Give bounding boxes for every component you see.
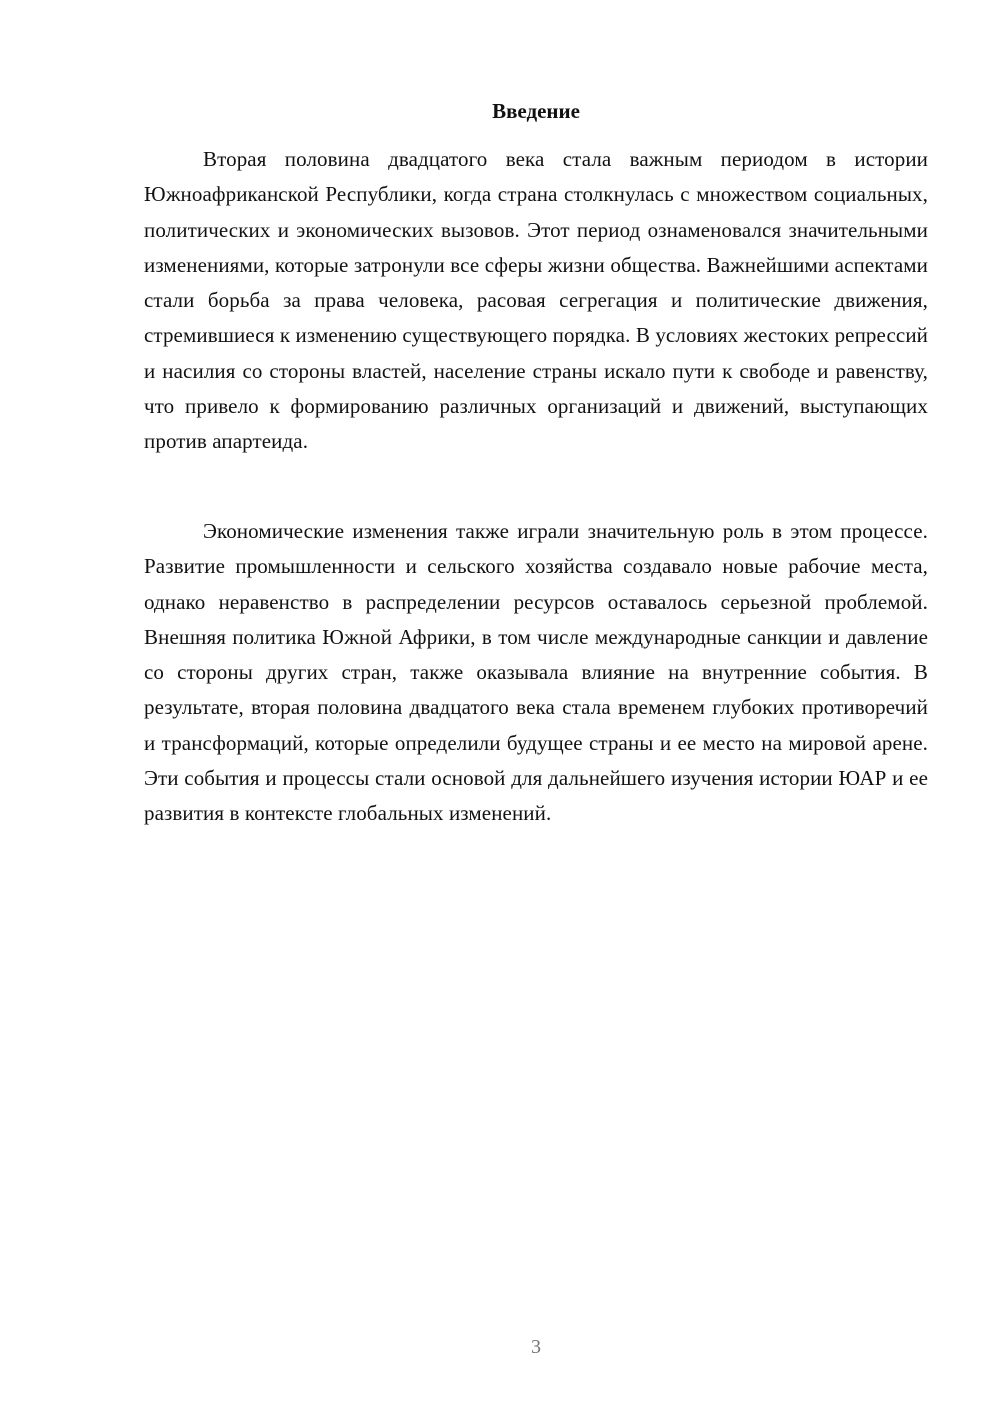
paragraph-1: Вторая половина двадцатого века стала важным периодом в истории Южноафриканской Республики, когда страна столкнулась с множеством социальных, политических и экономических вызовов. Этот период ознаменовался значительными изменениями, которые затронули все сферы жизни общества. Важнейшими аспектами стали борьба за права человека, расовая сегрегация и политические движения, стремившиеся к изменению существующего порядка. В условиях жестоких репрессий и насилия со стороны властей, население страны искало пути к свободе и равенству, что привело к формированию различных организаций и движений, выступающих против апартеида. xyxy=(144,147,928,454)
page-number: 3 xyxy=(531,1336,541,1358)
paragraph-2: Экономические изменения также играли значительную роль в этом процессе. Развитие промышленности и сельского хозяйства создавало новые рабочие места, однако неравенство в распределении ресурсов оставалось серьезной проблемой. Внешняя политика Южной Африки, в том числе международные санкции и давление со стороны других стран, также оказывала влияние на внутренние события. В результате, вторая половина двадцатого века стала временем глубоких противоречий и трансформаций, которые определили будущее страны и ее место на мировой арене. Эти события и процессы стали основой для дальнейшего изучения истории ЮАР и ее развития в контексте глобальных изменений. xyxy=(144,519,928,826)
page-title: Введение xyxy=(492,99,580,123)
